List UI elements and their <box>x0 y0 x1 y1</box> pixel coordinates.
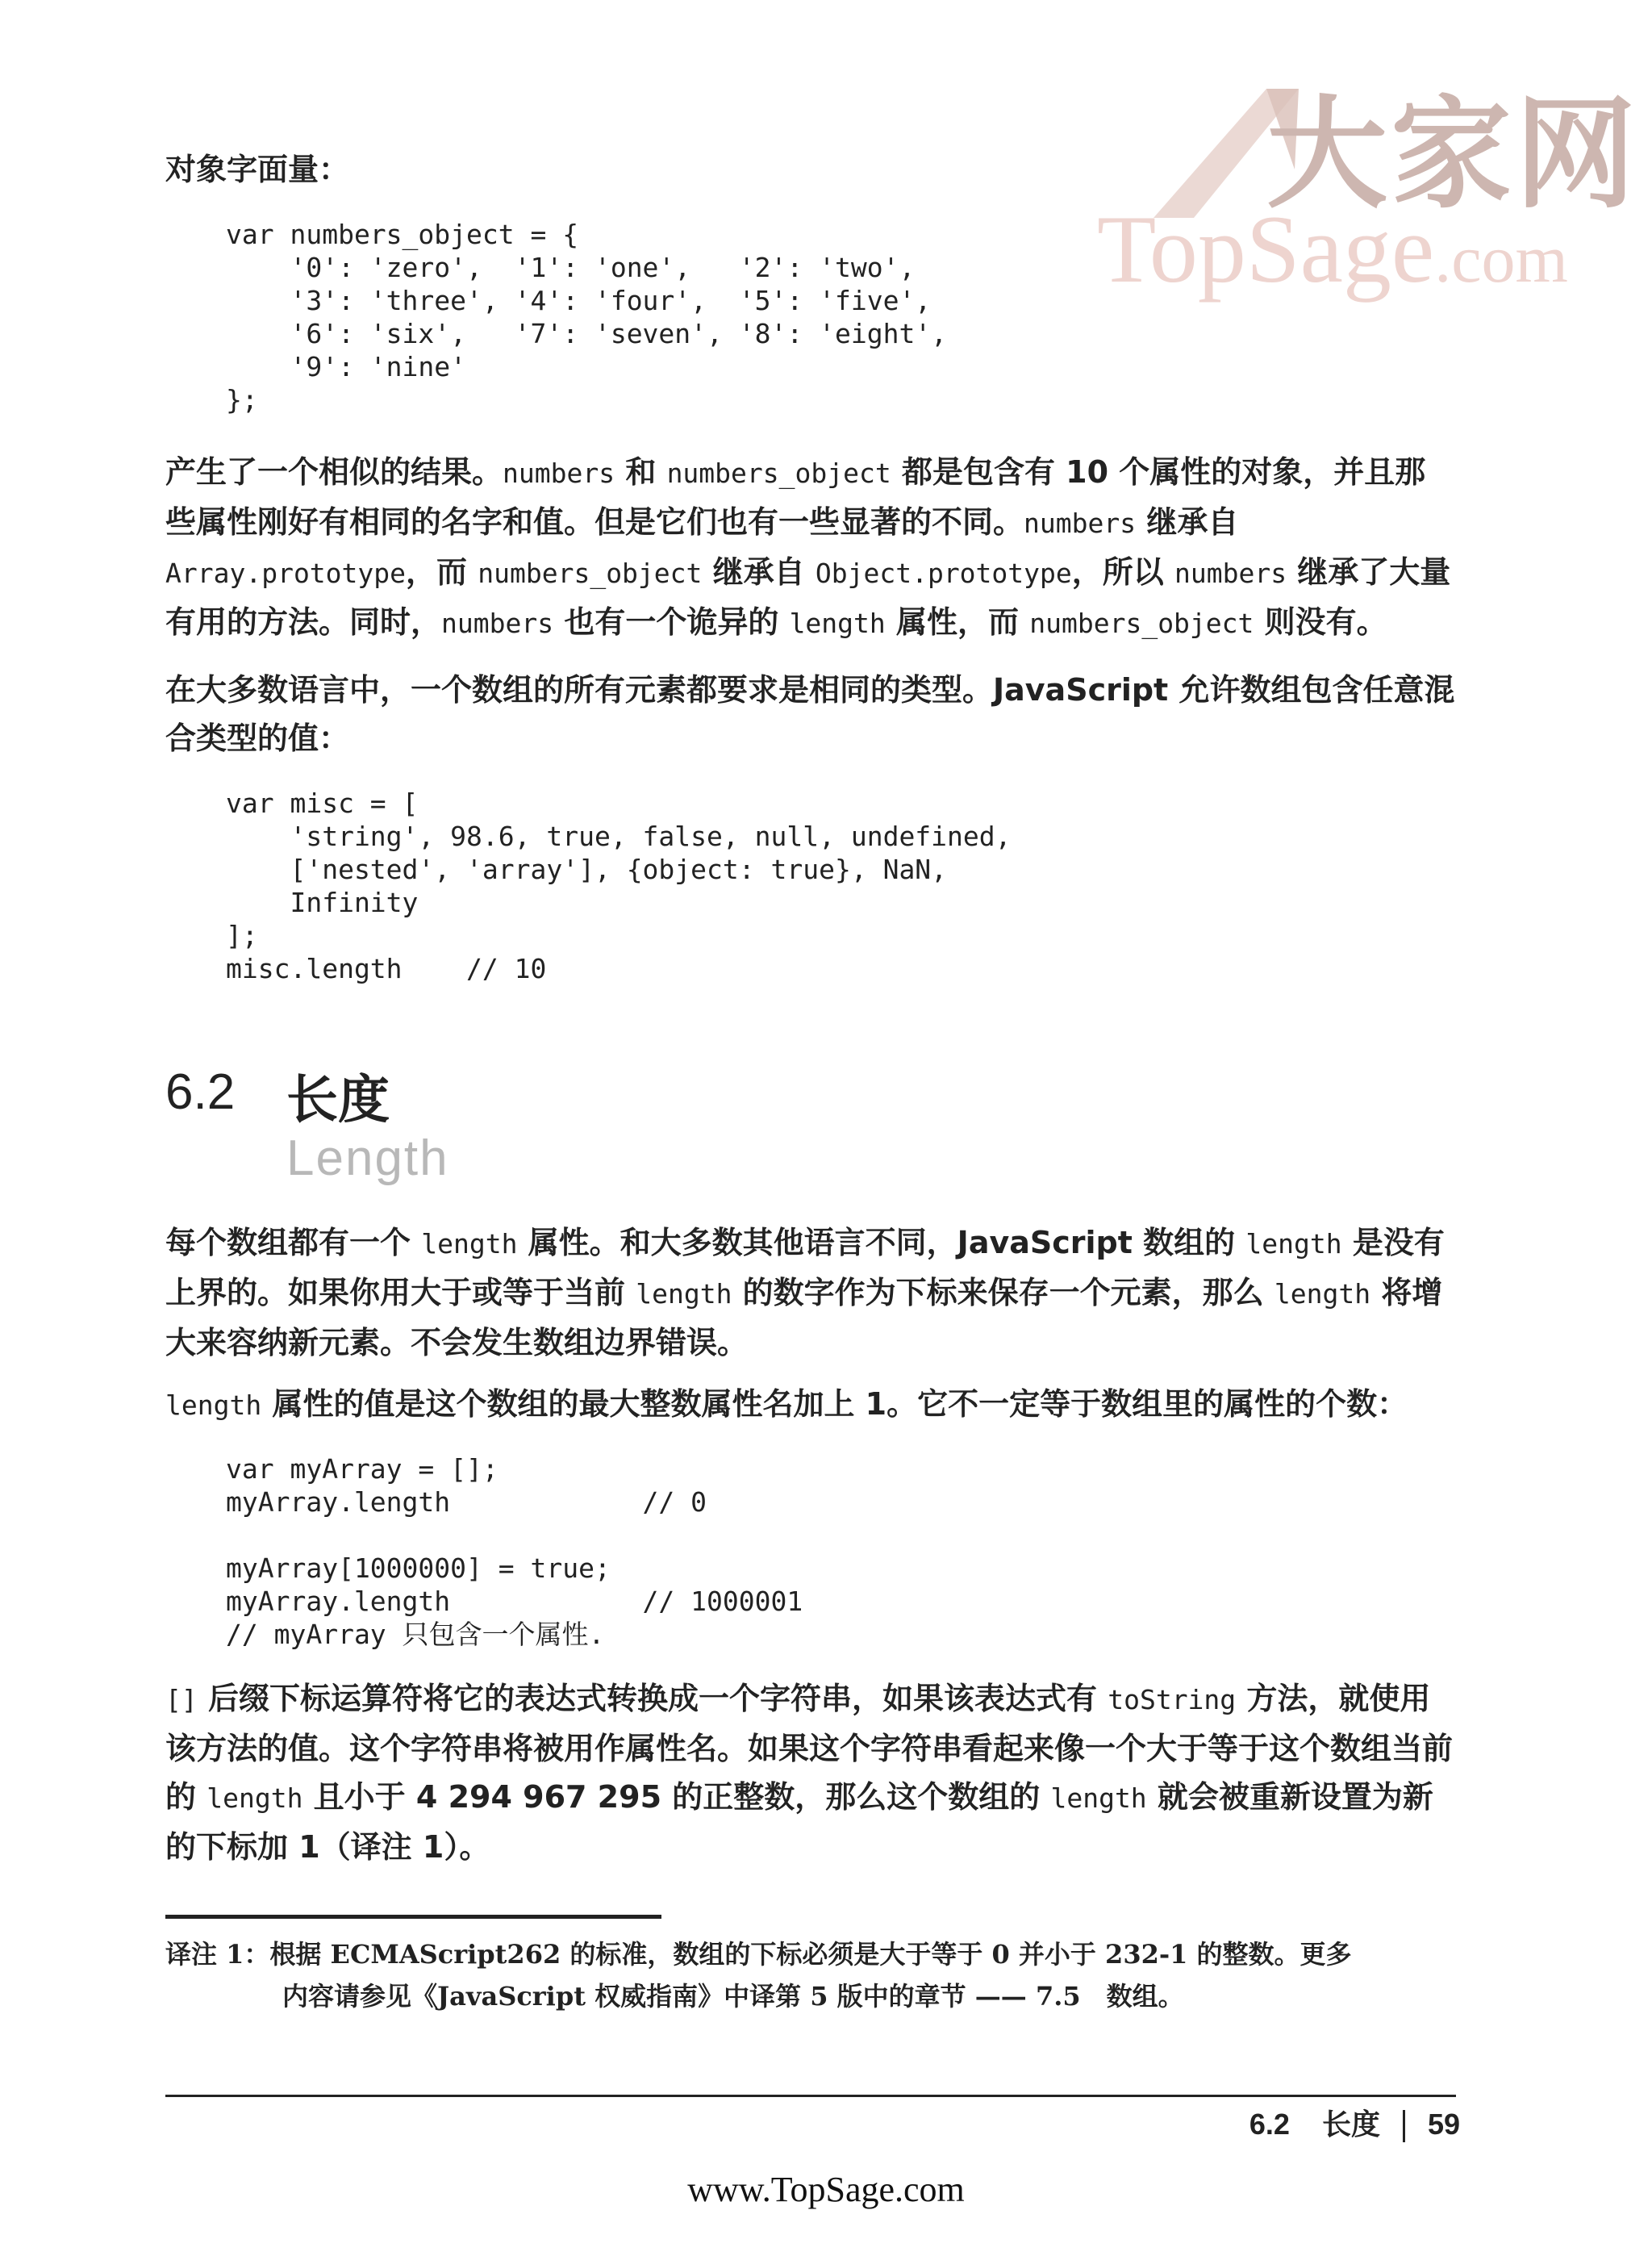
inline-code: numbers <box>1174 558 1287 589</box>
paragraph-length-intro <box>165 1218 1456 1367</box>
inline-code: length <box>165 1389 262 1421</box>
text: 也有一个诡异的 <box>553 604 790 640</box>
footer-divider <box>165 2095 1456 2097</box>
watermark-english-suffix: .com <box>1434 222 1568 297</box>
inline-code: length <box>421 1228 518 1260</box>
text: 继承自 <box>702 554 816 590</box>
section-english-title: Length <box>286 1130 449 1186</box>
inline-code: numbers_object <box>478 558 703 589</box>
paragraph-numbers-comparison <box>165 448 1456 648</box>
section-number: 6.2 <box>165 1064 236 1120</box>
watermark <box>1097 48 1640 355</box>
text: ，所以 <box>1071 554 1174 590</box>
footnote-line-2: 内容请参见《JavaScript 权威指南》中译第 5 版中的章节 —— 7.5 数组。 <box>282 1981 1184 2012</box>
text: 后缀下标运算符将它的表达式转换成一个字符串，如果该表达式有 <box>197 1681 1108 1716</box>
intro-label: 对象字面量： <box>165 152 350 187</box>
inline-code: numbers <box>1024 508 1137 539</box>
text: 将增大来容纳新元素。不会发生数组边界错误。 <box>165 1275 1443 1360</box>
text: 属性，而 <box>885 604 1030 640</box>
paragraph-subscript-operator <box>165 1674 1456 1871</box>
text: 的数字作为下标来保存一个元素，那么 <box>732 1275 1274 1310</box>
text: 产生了一个相似的结果。 <box>165 454 503 490</box>
inline-code: length <box>1274 1278 1371 1310</box>
footnote-line-1: 译注 1：根据 ECMAScript262 的标准，数组的下标必须是大于等于 0 并小于 232-1 的整数。更多 <box>165 1939 1352 1970</box>
watermark-chinese: 大家网 <box>1266 83 1640 225</box>
code-block-misc: var misc = [ 'string', 98.6, true, false, null, undefined, ['nested', 'array'], {object: true}, NaN, Infinity ]; misc.length // 10 <box>226 788 1012 984</box>
paragraph-mixed-types: 在大多数语言中，一个数组的所有元素都要求是相同的类型。JavaScript 允许数组包含任意混合类型的值： <box>165 672 1455 756</box>
watermark-english <box>1097 194 1568 305</box>
text: 属性。和大多数其他语言不同，JavaScript 数组的 <box>517 1225 1246 1260</box>
inline-code: numbers_object <box>1029 608 1254 639</box>
page-footer <box>1249 2102 1460 2143</box>
inline-code: numbers_object <box>666 458 891 489</box>
text: 每个数组都有一个 <box>165 1225 422 1260</box>
text: 是没有上界的。如果你用大于或等于当前 <box>165 1225 1445 1310</box>
text: 都是包含有 10 个属性的对象，并且那些属性刚好有相同的名字和值。但是它们也有一些显著的不同。 <box>165 454 1426 540</box>
text: 就会被重新设置为新的下标加 1（译注 1）。 <box>165 1779 1433 1865</box>
site-url: www.TopSage.com <box>687 2170 965 2209</box>
text: 则没有。 <box>1254 604 1387 640</box>
inline-code: length <box>1245 1228 1342 1260</box>
inline-code: Object.prototype <box>815 558 1072 589</box>
text: 方法，就使用该方法的值。这个字符串将被用作属性名。如果这个字符串看起来像一个大于等于这个数组当前的 <box>165 1681 1454 1815</box>
page-number: 59 <box>1427 2108 1460 2141</box>
inline-code: length <box>789 608 886 639</box>
inline-code: numbers <box>441 608 554 639</box>
footer-section-title: 长度 <box>1321 2108 1380 2141</box>
text: 继承自 <box>1136 504 1239 540</box>
footer-separator <box>1403 2110 1405 2142</box>
section-title: 长度 <box>286 1071 390 1130</box>
text: 和 <box>615 454 667 490</box>
text: 属性的值是这个数组的最大整数属性名加上 1。它不一定等于数组里的属性的个数： <box>261 1386 1408 1422</box>
footnote-divider <box>165 1915 661 1919</box>
inline-code: length <box>636 1278 732 1310</box>
inline-code: numbers <box>503 458 615 489</box>
text: ，而 <box>406 554 478 590</box>
watermark-english-main: TopSage <box>1097 195 1435 303</box>
inline-code: [] <box>165 1684 198 1715</box>
text: 且小于 4 294 967 295 的正整数，那么这个数组的 <box>302 1779 1051 1815</box>
inline-code: toString <box>1108 1684 1237 1715</box>
text: 继承了大量有用的方法。同时， <box>165 554 1451 640</box>
footer-section-number: 6.2 <box>1249 2108 1290 2141</box>
footnote <box>165 1933 1472 2017</box>
inline-code: length <box>206 1782 303 1814</box>
inline-code: length <box>1050 1782 1147 1814</box>
inline-code: Array.prototype <box>165 558 407 589</box>
code-block-myarray: var myArray = []; myArray.length // 0 myArray[1000000] = true; myArray.length // 1000001 // myArray 只包含一个属性. <box>226 1453 803 1650</box>
code-block-numbers-object: var numbers_object = { '0': 'zero', '1': 'one', '2': 'two', '3': 'three', '4': 'four', '5': 'five', '6': 'six', '7': 'seven', '8': 'eight', '9': 'nine' }; <box>226 219 948 416</box>
paragraph-length-value <box>165 1380 1456 1430</box>
